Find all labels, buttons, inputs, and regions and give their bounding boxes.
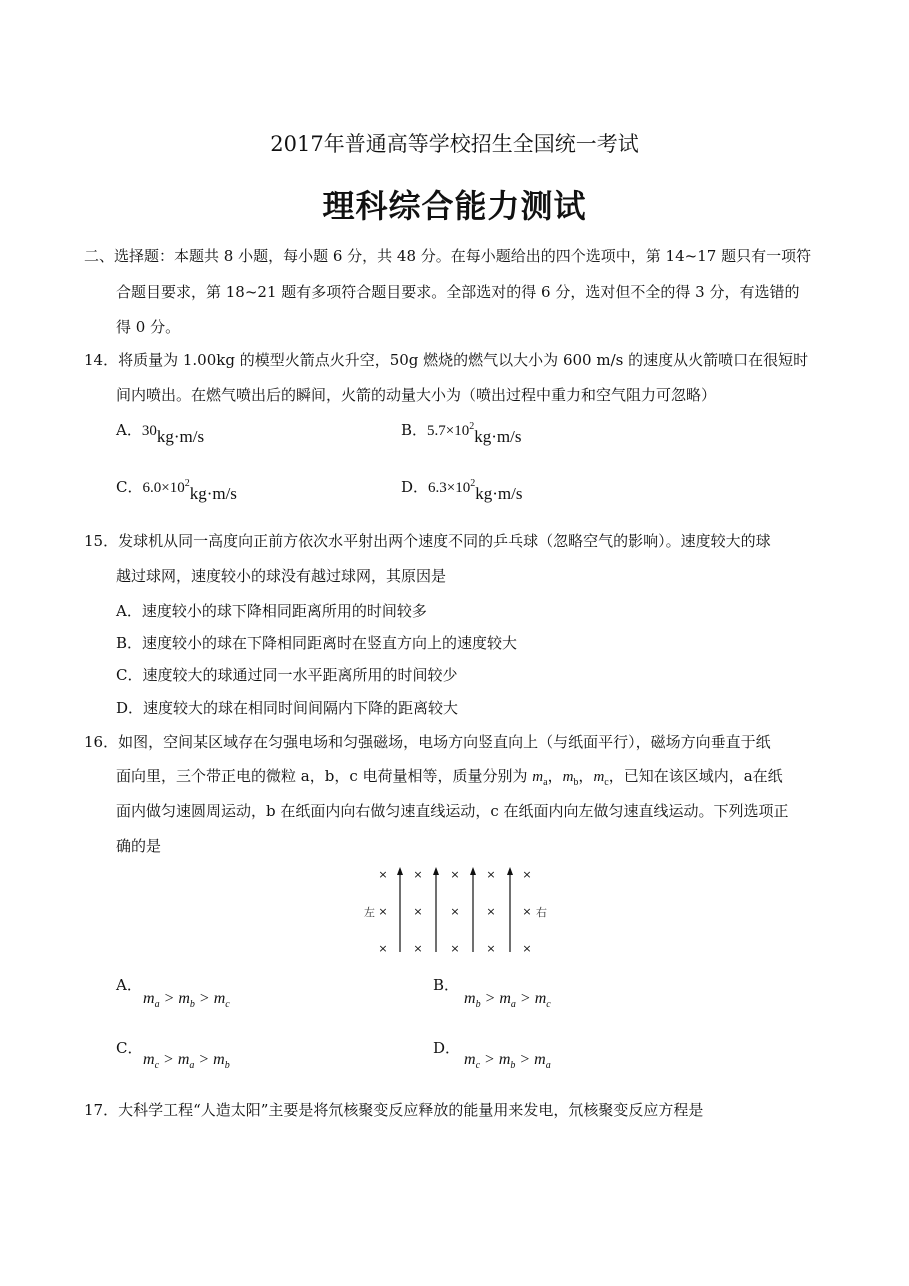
exam-subtitle: 理科综合能力测试	[322, 187, 587, 225]
mass-subscript: a	[543, 777, 548, 788]
q15-option-a: A．速度较小的球下降相同距离所用的时间较多	[116, 602, 427, 620]
cross-mark: ×	[413, 868, 423, 881]
q16-option-a-label: A．	[116, 976, 142, 994]
cross-mark: ×	[378, 942, 388, 955]
arrow-head	[470, 867, 476, 875]
field-diagram	[360, 864, 560, 958]
arrow-head	[397, 867, 403, 875]
section-instructions-line1: 二、选择题：本题共 8 小题，每小题 6 分，共 48 分。在每小题给出的四个选项中，第 14~17 题只有一项符	[84, 247, 812, 265]
section-instructions-line2: 合题目要求，第 18~21 题有多项符合题目要求。全部选对的得 6 分，选对但不全的得 3 分，有选错的	[116, 283, 800, 301]
option-exponent: 2	[184, 478, 190, 489]
q16-option-c-expr	[143, 1049, 230, 1072]
exam-title: 2017年普通高等学校招生全国统一考试	[270, 132, 639, 156]
cross-mark: ×	[450, 905, 460, 918]
cross-mark: ×	[450, 868, 460, 881]
mass-subscript: c	[604, 777, 609, 788]
right-label: 右	[536, 906, 547, 919]
option-value: 30	[141, 423, 157, 439]
option-mantissa: 5.7×10	[427, 423, 470, 439]
mass-symbol: m	[562, 769, 574, 785]
q16-option-d-expr	[464, 1049, 551, 1072]
cross-mark: ×	[486, 942, 496, 955]
section-instructions-line3: 得 0 分。	[116, 318, 181, 336]
cross-mark: ×	[378, 868, 388, 881]
math-expression: $m_b > m_a > m_c$	[464, 990, 551, 1011]
q14-option-c	[116, 477, 237, 503]
option-label: C．	[116, 478, 143, 496]
q14-stem-line1: 14．将质量为 1.00kg 的模型火箭点火升空，50g 燃烧的燃气以大小为 600 m/s 的速度从火箭喷口在很短时	[84, 351, 809, 369]
q14-option-a	[116, 420, 205, 446]
math-expression: $m_a > m_b > m_c$	[143, 990, 230, 1011]
q16-option-c-label: C．	[116, 1039, 143, 1057]
cross-mark: ×	[378, 905, 388, 918]
q16-stem-line1: 16．如图，空间某区域存在匀强电场和匀强磁场，电场方向竖直向上（与纸面平行），磁场方向垂直于纸	[84, 733, 771, 751]
q14-option-d	[401, 477, 523, 503]
left-label: 左	[364, 906, 375, 919]
unit-text: kg·m/s	[156, 427, 205, 446]
mass-subscript: b	[573, 777, 579, 788]
q16-stem-line3: 面内做匀速圆周运动，b 在纸面内向右做匀速直线运动，c 在纸面内向左做匀速直线运动。下列选项正	[116, 802, 789, 820]
q15-option-c: C．速度较大的球通过同一水平距离所用的时间较少	[116, 666, 458, 684]
cross-mark: ×	[486, 868, 496, 881]
q15-option-b: B．速度较小的球在下降相同距离时在竖直方向上的速度较大	[116, 634, 518, 652]
q17-stem-line1: 17．大科学工程“人造太阳”主要是将氘核聚变反应释放的能量用来发电，氘核聚变反应方程是	[84, 1101, 704, 1119]
q14-stem-line2: 间内喷出。在燃气喷出后的瞬间，火箭的动量大小为（喷出过程中重力和空气阻力可忽略）	[116, 386, 717, 404]
cross-mark: ×	[486, 905, 496, 918]
option-exponent: 2	[470, 478, 476, 489]
q15-option-d: D．速度较大的球在相同时间间隔内下降的距离较大	[116, 699, 459, 717]
unit-text: kg·m/s	[475, 484, 523, 503]
q16-stem-line4: 确的是	[116, 837, 162, 855]
q16-option-b-label: B．	[433, 976, 460, 994]
q14-option-b	[401, 420, 522, 446]
cross-mark: ×	[522, 905, 532, 918]
q16-stem-line2-part1: 面向里，三个带正电的微粒 a，b，c 电荷量相等，质量分别为	[116, 767, 533, 785]
cross-mark: ×	[413, 905, 423, 918]
separator: ，	[578, 767, 594, 785]
q15-stem-line1: 15．发球机从同一高度向正前方依次水平射出两个速度不同的乒乓球（忽略空气的影响）。速度较大的球	[84, 532, 771, 550]
option-mantissa: 6.3×10	[428, 480, 471, 496]
cross-mark: ×	[413, 942, 423, 955]
separator: ，	[547, 767, 563, 785]
arrow-head	[433, 867, 439, 875]
q16-stem-line2	[116, 766, 783, 787]
option-exponent: 2	[469, 421, 475, 432]
q15-stem-line2: 越过球网，速度较小的球没有越过球网，其原因是	[116, 567, 447, 585]
arrow-head	[507, 867, 513, 875]
q16-option-b-expr	[464, 988, 551, 1011]
unit-text: kg·m/s	[474, 427, 522, 446]
option-label: A．	[116, 421, 142, 439]
math-expression: $m_c > m_a > m_b$	[143, 1051, 230, 1072]
q16-stem-line2-part2: ，已知在该区域内，a在纸	[608, 767, 783, 785]
cross-mark: ×	[522, 868, 532, 881]
option-label: D．	[401, 478, 429, 496]
math-expression: $m_c > m_b > m_a$	[464, 1051, 551, 1072]
cross-mark: ×	[522, 942, 532, 955]
unit-text: kg·m/s	[189, 484, 237, 503]
magnetic-field-crosses	[378, 868, 531, 955]
q16-option-a-expr	[143, 988, 230, 1011]
option-mantissa: 6.0×10	[142, 480, 185, 496]
cross-mark: ×	[450, 942, 460, 955]
mass-symbol: m	[593, 769, 605, 785]
option-label: B．	[401, 421, 428, 439]
q16-option-d-label: D．	[433, 1039, 461, 1057]
mass-symbol: m	[532, 769, 544, 785]
